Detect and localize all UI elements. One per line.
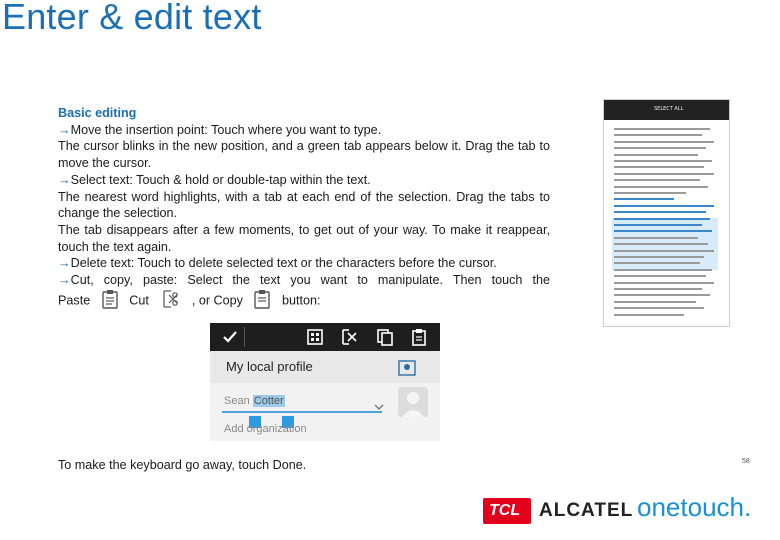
text-selection-screenshot — [603, 99, 730, 327]
text-line — [614, 237, 698, 239]
copy-word: , or Copy — [191, 293, 243, 308]
tcl-mark: TCL — [489, 502, 521, 519]
text-line — [614, 256, 704, 258]
arrow-icon: → — [58, 122, 71, 137]
name-underline — [222, 411, 382, 413]
avatar[interactable] — [398, 387, 428, 417]
text-line — [614, 307, 704, 309]
text-line — [614, 166, 704, 168]
chevron-down-icon[interactable] — [374, 403, 384, 411]
text-line — [614, 294, 710, 296]
edit-screenshot — [210, 323, 440, 441]
select-all-icon[interactable] — [306, 328, 324, 346]
text-line — [614, 288, 702, 290]
alcatel-onetouch-logo — [483, 494, 759, 530]
text-line — [614, 192, 686, 194]
delete-item — [58, 255, 550, 272]
paste-word: Paste — [58, 293, 91, 308]
cut-icon[interactable] — [340, 328, 358, 346]
page-number: 58 — [742, 458, 750, 465]
done-instruction: To make the keyboard go away, touch Done. — [58, 458, 307, 472]
text-line — [614, 269, 712, 271]
name-field[interactable] — [224, 395, 285, 407]
cut-word: Cut — [129, 293, 149, 308]
page-title: Enter & edit text — [2, 0, 262, 37]
paste-icon[interactable] — [410, 328, 428, 346]
phone-toolbar — [604, 100, 729, 120]
disappear-detail: The tab disappears after a few moments, to get out of your way. To make it reappear, touch the text again. — [58, 222, 550, 254]
brand-name: ALCATEL — [539, 500, 634, 521]
select-label: Select text: Touch & hold or double-tap within the text. — [70, 172, 371, 187]
text-line — [614, 186, 708, 188]
toolbar-label: SELECT ALL — [654, 106, 684, 112]
text-line — [614, 218, 710, 220]
button-line — [58, 291, 550, 311]
text-line — [614, 282, 714, 284]
section-heading: Basic editing — [58, 106, 137, 120]
text-line — [614, 224, 702, 226]
cut-icon — [160, 289, 180, 309]
name-plain: Sean — [224, 395, 253, 407]
text-line — [614, 205, 714, 207]
text-line — [614, 230, 712, 232]
text-line — [614, 160, 712, 162]
arrow-icon: → — [58, 256, 71, 271]
text-line — [614, 173, 714, 175]
text-line — [614, 243, 708, 245]
copy-icon — [254, 289, 270, 309]
text-line — [614, 179, 700, 181]
selected-text: Cotter — [253, 395, 284, 407]
action-bar — [210, 323, 440, 351]
text-line — [614, 250, 714, 252]
product-name: onetouch. — [637, 492, 752, 522]
text-line — [614, 314, 684, 316]
select-detail: The nearest word highlights, with a tab at each end of the selection. Drag the tabs to change the selection. — [58, 189, 550, 221]
text-line — [614, 128, 710, 130]
select-item — [58, 172, 550, 189]
delete-label: Delete text: Touch to delete selected text or the characters before the cursor. — [70, 256, 497, 271]
text-line — [614, 147, 706, 149]
cut-copy-item — [58, 272, 550, 289]
copy-icon[interactable] — [376, 328, 394, 346]
contact-card-icon — [398, 359, 416, 377]
person-icon — [398, 387, 428, 417]
text-line — [614, 275, 706, 277]
tcl-badge — [483, 498, 531, 524]
move-label: Move the insertion point: Touch where you want to type. — [70, 122, 382, 137]
profile-label: My local profile — [226, 359, 313, 374]
arrow-icon: → — [58, 273, 71, 288]
button-word: button: — [281, 293, 321, 308]
done-check-icon[interactable] — [220, 327, 240, 347]
text-line — [614, 301, 696, 303]
instructions-body — [58, 105, 550, 311]
add-organization-field[interactable]: Add organization — [224, 423, 307, 435]
text-line — [614, 141, 714, 143]
paste-icon — [102, 289, 118, 309]
arrow-icon: → — [58, 172, 71, 187]
text-line — [614, 154, 698, 156]
cut-copy-label: Cut, copy, paste: Select the text you want to manipulate. Then touch the — [70, 273, 550, 288]
text-line — [614, 134, 702, 136]
move-item — [58, 122, 550, 139]
move-detail: The cursor blinks in the new position, and a green tab appears below it. Drag the tab to move the cursor. — [58, 139, 550, 171]
text-line — [614, 211, 706, 213]
text-line — [614, 262, 700, 264]
text-line — [614, 198, 674, 200]
